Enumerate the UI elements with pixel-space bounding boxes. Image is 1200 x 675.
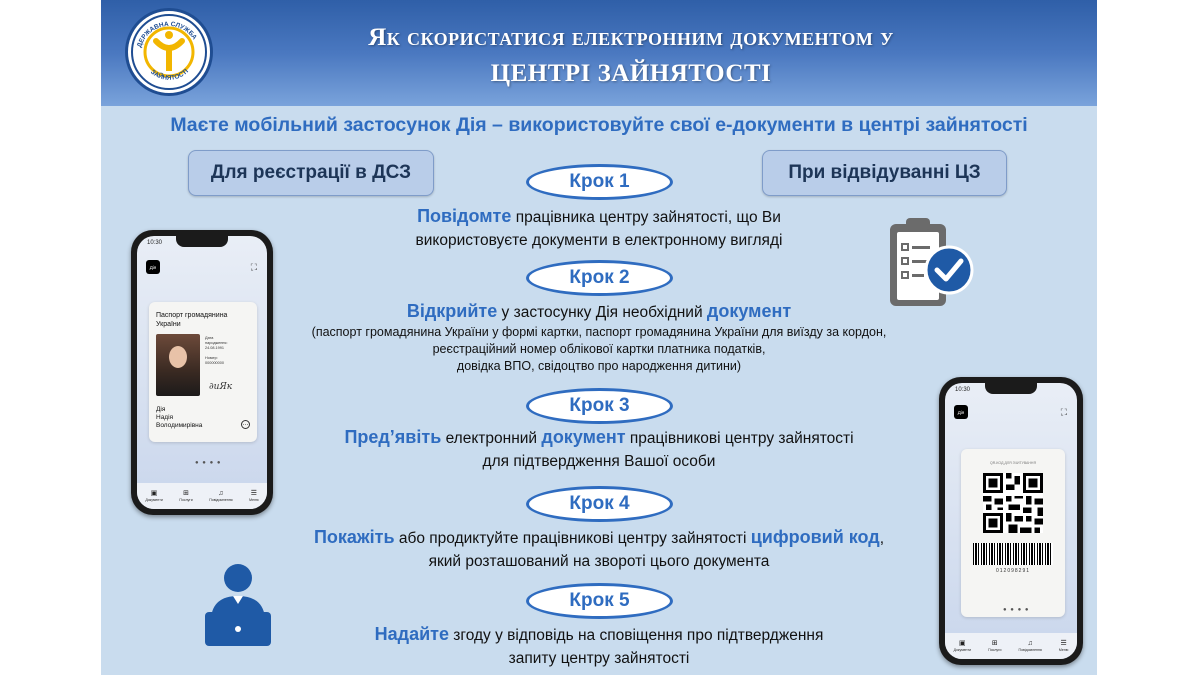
step-5-text-a: згоду у відповідь на сповіщення про підтвердження <box>448 627 824 644</box>
clipboard-check-icon <box>886 214 976 310</box>
step-4-text <box>251 526 947 573</box>
phone-left-screen <box>137 236 267 509</box>
phone-notch <box>985 383 1037 394</box>
step-3-text-b: працівникові центру зайнятості <box>625 430 854 447</box>
step-2-text-a: у застосунку Дія необхідний <box>497 304 707 321</box>
card-title <box>156 311 227 329</box>
card-title-line-2: України <box>156 321 181 328</box>
title-line-1: Як скористатися електронним документом у <box>368 24 894 51</box>
services-icon: ⊞ <box>991 640 998 647</box>
state-employment-service-logo <box>125 8 213 96</box>
step-4-text-b: , <box>879 530 885 547</box>
card-title-line-1: Паспорт громадянина <box>156 312 228 319</box>
nav-notifications[interactable]: ♫ Повідомлення <box>209 490 233 502</box>
step-2-note-3: довідка ВПО, свідоцтво про народження дитини) <box>456 359 742 373</box>
step-1-text-a: працівника центру зайнятості, що Ви <box>511 209 781 226</box>
step-2-highlight: Відкрийте <box>406 301 498 321</box>
logo-emblem-icon <box>128 11 210 93</box>
step-5-label: Крок 5 <box>526 583 673 619</box>
step-2-label: Крок 2 <box>526 260 673 296</box>
step-5-text <box>251 623 947 670</box>
step-3-highlight-2: документ <box>541 427 626 447</box>
qr-caption: QR-КОД ДЛЯ ЗЧИТУВАННЯ <box>990 461 1036 465</box>
scan-icon[interactable]: ⛶ <box>1060 407 1067 417</box>
page-title <box>231 20 1031 92</box>
step-5-text-b: запиту центру зайнятості <box>508 650 690 667</box>
header <box>101 0 1097 106</box>
carousel-dots: ● ● ● ● <box>195 460 222 466</box>
pill-visit: При відвідуванні ЦЗ <box>762 150 1007 196</box>
bell-icon: ♫ <box>1027 640 1033 647</box>
step-2-highlight-2: документ <box>706 301 792 321</box>
nav-notifications[interactable]: ♫ Повідомлення <box>1018 640 1042 652</box>
nav-menu[interactable]: ☰ Меню <box>249 490 259 502</box>
nav-services[interactable]: ⊞ Послуги <box>179 490 193 502</box>
step-1-text-b: використовуєте документи в електронному вигляді <box>415 232 783 249</box>
phone-left-time: 10:30 <box>147 240 163 246</box>
step-1-text <box>251 205 947 252</box>
bell-icon: ♫ <box>218 490 224 497</box>
title-line-2: ЦЕНТРІ ЗАЙНЯТОСТІ <box>490 60 772 87</box>
bottom-nav <box>945 633 1077 659</box>
subtitle: Маєте мобільний застосунок Дія – використовуйте свої е-документи в центрі зайнятості <box>170 114 1028 136</box>
phone-right <box>939 377 1083 665</box>
step-3-text-c: для підтвердження Вашої особи <box>482 453 716 470</box>
barcode-icon <box>973 543 1053 565</box>
diia-app-logo: Дія <box>954 405 968 419</box>
step-5-highlight: Надайте <box>374 624 449 644</box>
phone-right-time: 10:30 <box>955 387 971 393</box>
nav-menu[interactable]: ☰ Меню <box>1058 640 1069 652</box>
step-4-highlight-2: цифровий код <box>750 527 880 547</box>
step-4-text-a: або продиктуйте працівникові центру зайнятості <box>394 530 751 547</box>
barcode-number: 012098291 <box>995 568 1031 574</box>
documents-icon: ▣ <box>150 490 158 497</box>
menu-icon: ☰ <box>1060 640 1067 647</box>
signature-icon: ∂uЯк <box>209 382 233 392</box>
step-3-highlight: Пред’явіть <box>344 427 442 447</box>
bottom-nav <box>137 483 267 509</box>
nav-services[interactable]: ⊞ Послуги <box>988 640 1002 652</box>
menu-icon: ☰ <box>250 490 258 497</box>
carousel-dots: ● ● ● ● <box>1003 607 1030 613</box>
step-2-note-2: реєстраційний номер облікової картки платника податків, <box>432 342 766 356</box>
svg-text:ЗАЙНЯТОСТІ: ЗАЙНЯТОСТІ <box>149 67 190 82</box>
phone-right-screen <box>945 383 1077 659</box>
svg-text:ДЕРЖАВНА СЛУЖБА: ДЕРЖАВНА СЛУЖБА <box>136 20 198 49</box>
more-options-icon[interactable]: … <box>242 421 249 427</box>
step-3-text <box>251 426 947 473</box>
user-at-laptop-icon <box>199 560 277 650</box>
qr-card[interactable] <box>961 449 1065 617</box>
step-4-text-c: який розташований на звороті цього документа <box>428 553 770 570</box>
passport-card[interactable] <box>149 302 257 442</box>
nav-documents[interactable]: ▣ Документи <box>145 490 163 502</box>
pill-registration: Для реєстрації в ДСЗ <box>188 150 434 196</box>
qr-code-icon <box>983 473 1043 533</box>
step-3-text-a: електронний <box>441 430 542 447</box>
step-3-label: Крок 3 <box>526 388 673 424</box>
diia-app-logo: Дія <box>146 260 160 274</box>
step-2-text <box>251 300 947 375</box>
phone-left <box>131 230 273 515</box>
card-fields: Дата народження: 24.08.1991 Номер: 000000000 <box>205 336 228 365</box>
step-2-note-1: (паспорт громадянина України у формі картки, паспорт громадянина України для виїзду за кордон, <box>311 325 887 339</box>
documents-icon: ▣ <box>958 640 966 647</box>
step-1-highlight: Повідомте <box>417 206 512 226</box>
scan-icon[interactable]: ⛶ <box>250 262 257 272</box>
nav-documents[interactable]: ▣ Документи <box>953 640 972 652</box>
passport-photo <box>156 334 200 396</box>
services-icon: ⊞ <box>183 490 189 497</box>
step-4-highlight: Покажіть <box>313 527 395 547</box>
phone-notch <box>176 236 228 247</box>
slide <box>101 0 1097 675</box>
holder-name: Дія Надія Володимирівна <box>156 406 203 429</box>
step-1-label: Крок 1 <box>526 164 673 200</box>
step-4-label: Крок 4 <box>526 486 673 522</box>
